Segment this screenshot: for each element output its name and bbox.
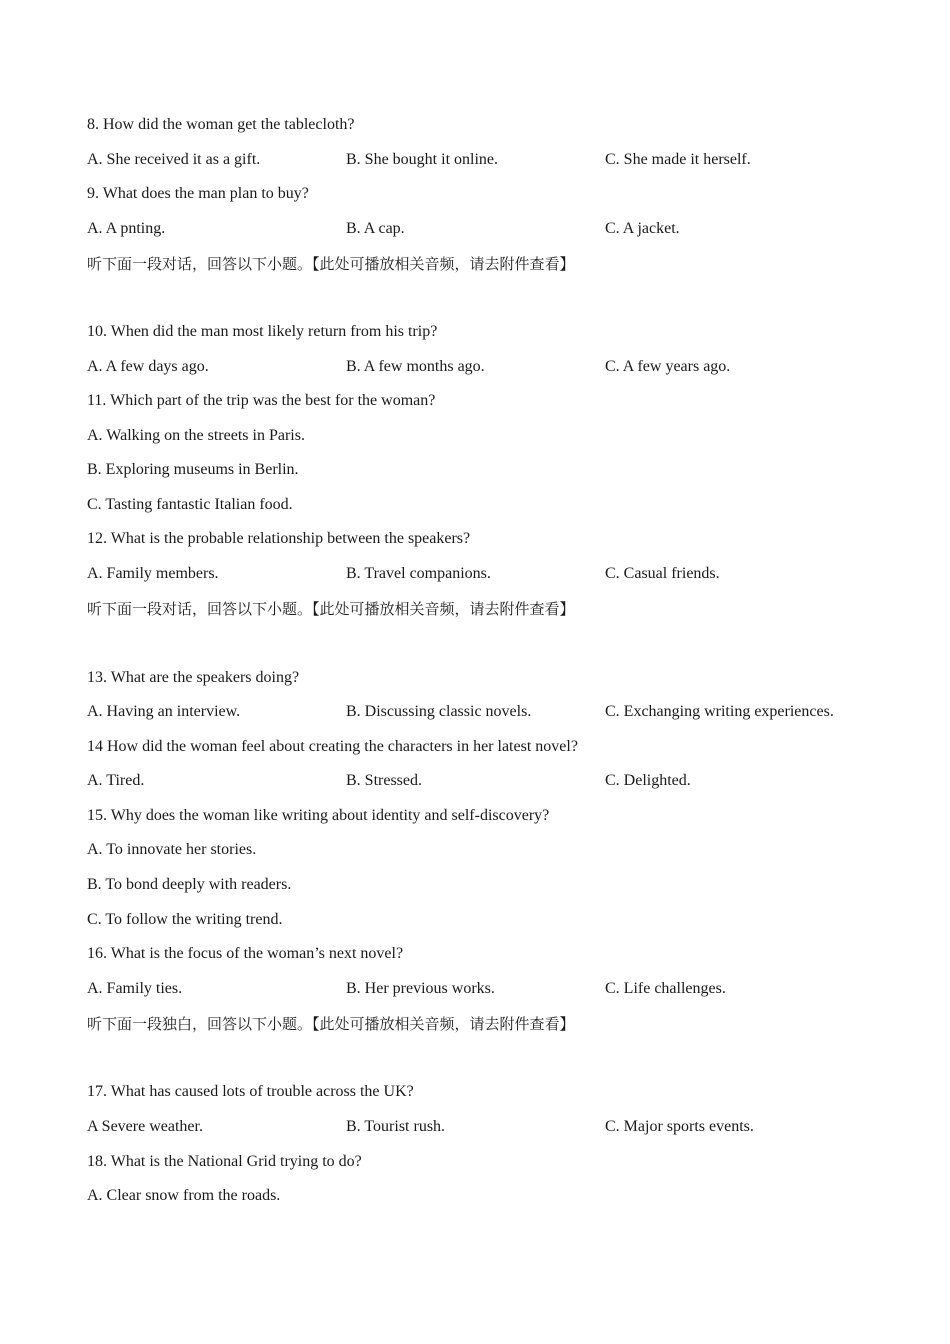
- listening-instruction: 听下面一段对话，回答以下小题。【此处可播放相关音频，请去附件查看】: [87, 255, 575, 273]
- listening-instruction: 听下面一段对话，回答以下小题。【此处可播放相关音频，请去附件查看】: [87, 600, 575, 618]
- question-18-stem: 18. What is the National Grid trying to do?: [87, 1153, 362, 1170]
- question-13-stem: 13. What are the speakers doing?: [87, 669, 300, 686]
- question-9-stem: 9. What does the man plan to buy?: [87, 185, 309, 202]
- option-a: A. Family members.: [87, 565, 219, 582]
- option-b: B. Discussing classic novels.: [346, 703, 532, 720]
- question-11-option-a: A. Walking on the streets in Paris.: [87, 427, 305, 444]
- question-10-stem: 10. When did the man most likely return from his trip?: [87, 323, 438, 340]
- question-15-option-a: A. To innovate her stories.: [87, 841, 257, 858]
- option-a: A. She received it as a gift.: [87, 151, 261, 168]
- option-b: B. She bought it online.: [346, 151, 498, 168]
- option-a: A Severe weather.: [87, 1118, 203, 1135]
- question-11-option-b: B. Exploring museums in Berlin.: [87, 461, 299, 478]
- question-12-stem: 12. What is the probable relationship between the speakers?: [87, 530, 471, 547]
- question-16-stem: 16. What is the focus of the woman’s next novel?: [87, 945, 404, 962]
- question-15-stem: 15. Why does the woman like writing about identity and self-discovery?: [87, 807, 550, 824]
- option-c: C. A few years ago.: [605, 358, 731, 375]
- question-14-stem: 14 How did the woman feel about creating the characters in her latest novel?: [87, 738, 578, 755]
- option-b: B. Tourist rush.: [346, 1118, 446, 1135]
- question-11-option-c: C. Tasting fantastic Italian food.: [87, 496, 293, 513]
- question-8-stem: 8. How did the woman get the tablecloth?: [87, 116, 355, 133]
- option-a: A. Family ties.: [87, 980, 183, 997]
- option-b: B. A few months ago.: [346, 358, 485, 375]
- listening-instruction: 听下面一段独白，回答以下小题。【此处可播放相关音频，请去附件查看】: [87, 1015, 575, 1033]
- option-a: A. A few days ago.: [87, 358, 209, 375]
- option-c: C. Delighted.: [605, 772, 691, 789]
- option-c: C. Major sports events.: [605, 1118, 754, 1135]
- option-b: B. Stressed.: [346, 772, 422, 789]
- question-18-option-a: A. Clear snow from the roads.: [87, 1187, 281, 1204]
- question-11-stem: 11. Which part of the trip was the best for the woman?: [87, 392, 436, 409]
- option-a: A. A pnting.: [87, 220, 166, 237]
- option-c: C. Exchanging writing experiences.: [605, 703, 834, 720]
- option-b: B. A cap.: [346, 220, 405, 237]
- option-c: C. She made it herself.: [605, 151, 751, 168]
- option-a: A. Tired.: [87, 772, 145, 789]
- option-c: C. A jacket.: [605, 220, 680, 237]
- question-15-option-b: B. To bond deeply with readers.: [87, 876, 292, 893]
- option-a: A. Having an interview.: [87, 703, 241, 720]
- option-b: B. Travel companions.: [346, 565, 491, 582]
- option-c: C. Casual friends.: [605, 565, 720, 582]
- option-b: B. Her previous works.: [346, 980, 495, 997]
- option-c: C. Life challenges.: [605, 980, 726, 997]
- question-15-option-c: C. To follow the writing trend.: [87, 911, 283, 928]
- question-17-stem: 17. What has caused lots of trouble across the UK?: [87, 1083, 414, 1100]
